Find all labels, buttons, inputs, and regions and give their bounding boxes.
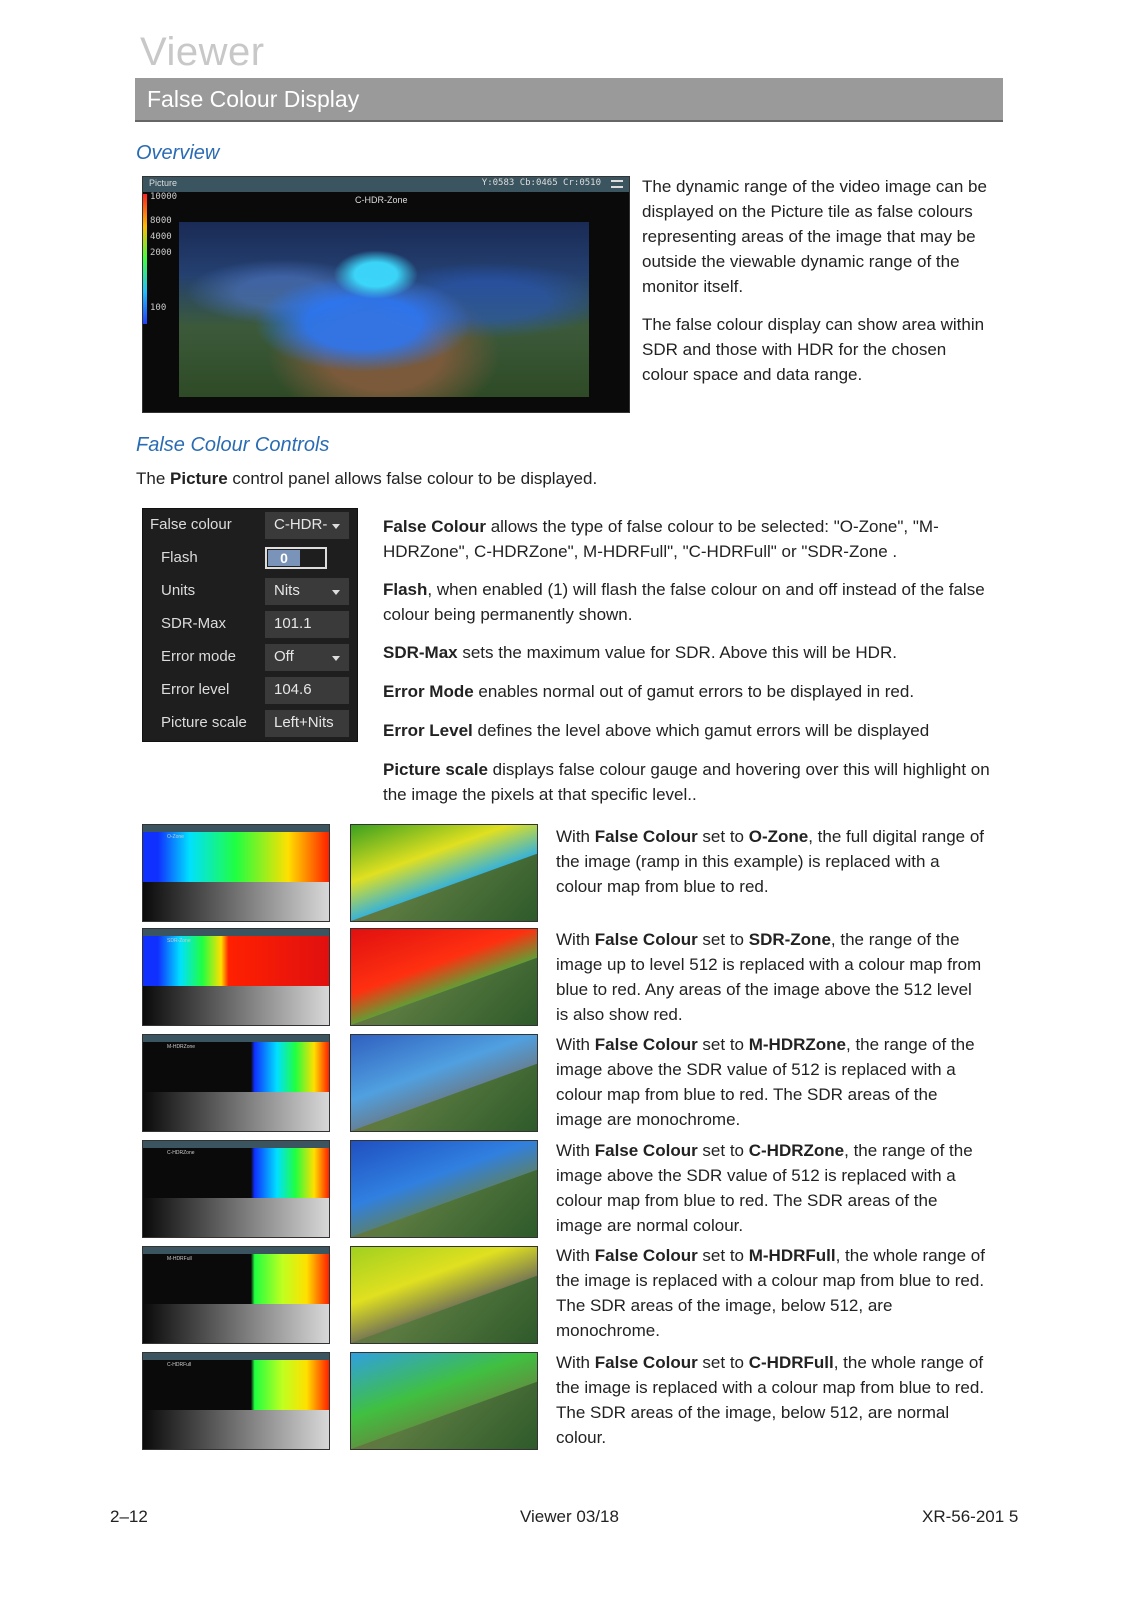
ramp-greyscale xyxy=(143,986,329,1026)
chapter-title: Viewer xyxy=(140,30,265,74)
mode-description: With False Colour set to O-Zone, the full digital range of the image (ramp in this example) is replaced with a colour map from blue to red. xyxy=(556,827,985,896)
scene-thumbnail xyxy=(350,928,538,1026)
scene-thumbnail xyxy=(350,1352,538,1450)
mode-description: With False Colour set to C-HDRZone, the range of the image above the SDR value of 512 is replaced with a colour map from blue to red. The SDR areas of the image are normal colour. xyxy=(556,1141,973,1235)
mode-description: With False Colour set to M-HDRZone, the range of the image above the SDR value of 512 is replaced with a colour map from blue to red. The SDR areas of the image are monochrome. xyxy=(556,1035,975,1129)
desc-error-level: Error Level defines the level above which gamut errors will be displayed xyxy=(383,721,930,740)
row-error-mode: Error mode Off xyxy=(143,641,357,674)
gauge-tick: 100 xyxy=(150,303,167,313)
thumbnail-mode-label: M-HDRFull xyxy=(167,1256,192,1262)
thumbnail-mode-label: C-HDRFull xyxy=(167,1362,192,1368)
original-image-region xyxy=(351,825,537,921)
desc-flash: Flash, when enabled (1) will flash the false colour on and off instead of the false colour being permanently shown. xyxy=(383,580,985,624)
picture-control-panel xyxy=(142,508,358,742)
mode-description: With False Colour set to C-HDRFull, the whole range of the image is replaced with a colour map from blue to red. The SDR areas of the image, below 512, are normal colour. xyxy=(556,1353,985,1447)
overview-heading: Overview xyxy=(136,142,220,164)
mode-label: C-HDR-Zone xyxy=(355,195,408,205)
section-banner xyxy=(135,78,1003,122)
row-false-colour: False colour C-HDR- xyxy=(143,509,357,542)
tile-label: Picture xyxy=(149,178,178,188)
footer-page-number: 2–12 xyxy=(110,1507,148,1526)
thumbnail-mode-label: C-HDRZone xyxy=(167,1150,195,1156)
error-mode-select[interactable]: Off xyxy=(265,644,349,671)
desc-false-colour: False Colour allows the type of false colour to be selected: "O-Zone", "M-HDRZone", C-HDRZone", M-HDRFull", "C-HDRFull" or "SDR-Zone . xyxy=(383,517,939,561)
ramp-greyscale xyxy=(143,1410,329,1450)
gauge-tick: 10000 xyxy=(150,192,178,202)
desc-sdr-max: SDR-Max sets the maximum value for SDR. Above this will be HDR. xyxy=(383,643,897,662)
dropdown-arrow-icon xyxy=(332,656,340,661)
row-sdr-max: SDR-Max 101.1 xyxy=(143,608,357,641)
thumbnail-bar xyxy=(143,1035,329,1042)
row-units: Units Nits xyxy=(143,575,357,608)
units-select[interactable]: Nits xyxy=(265,578,349,605)
section-title: False Colour Display xyxy=(147,86,360,112)
hamburger-icon xyxy=(611,180,623,188)
ramp-thumbnail xyxy=(142,1140,330,1238)
overview-para-2: The false colour display can show area within SDR and those with HDR for the chosen colour space and data range. xyxy=(642,315,985,384)
gauge-tick: 4000 xyxy=(150,232,172,242)
false-colour-select[interactable]: C-HDR- xyxy=(265,512,349,539)
controls-heading: False Colour Controls xyxy=(136,434,330,456)
original-image-region xyxy=(351,1353,537,1449)
ramp-greyscale xyxy=(143,1304,329,1344)
picture-scale-select[interactable]: Left+Nits xyxy=(265,710,349,737)
dropdown-arrow-icon xyxy=(332,590,340,595)
row-flash: Flash 0 xyxy=(143,542,357,575)
thumbnail-bar xyxy=(143,825,329,832)
thumbnail-mode-label: M-HDRZone xyxy=(167,1044,196,1050)
false-colour-gauge xyxy=(143,194,147,324)
footer-document: Viewer 03/18 xyxy=(520,1507,619,1526)
overview-para-1: The dynamic range of the video image can be displayed on the Picture tile as false colours representing areas of the image that may be outside the viewable dynamic range of the monitor itself. xyxy=(642,177,987,296)
false-colour-image xyxy=(179,222,589,397)
ramp-thumbnail xyxy=(142,1246,330,1344)
gauge-tick: 8000 xyxy=(150,216,172,226)
thumbnail-mode-label: SDR-Zone xyxy=(167,938,191,944)
scene-thumbnail xyxy=(350,824,538,922)
error-level-input[interactable]: 104.6 xyxy=(265,677,349,704)
original-image-region xyxy=(351,1247,537,1343)
thumbnail-bar xyxy=(143,1247,329,1254)
row-picture-scale: Picture scale Left+Nits xyxy=(143,707,357,740)
overview-screenshot xyxy=(142,176,630,413)
ramp-thumbnail xyxy=(142,824,330,922)
footer-code: XR-56-201 5 xyxy=(922,1507,1019,1526)
picture-tile-bar xyxy=(143,177,629,192)
desc-picture-scale: Picture scale displays false colour gauge and hovering over this will highlight on the image the pixels at that specific level.. xyxy=(383,760,990,804)
desc-error-mode: Error Mode enables normal out of gamut errors to be displayed in red. xyxy=(383,682,915,701)
ramp-thumbnail xyxy=(142,928,330,1026)
ramp-greyscale xyxy=(143,1092,329,1132)
pixel-readout: Y:0583 Cb:0465 Cr:0510 xyxy=(481,178,601,188)
scene-thumbnail xyxy=(350,1246,538,1344)
row-error-level: Error level 104.6 xyxy=(143,674,357,707)
flash-toggle[interactable]: 0 xyxy=(265,547,327,569)
mode-description: With False Colour set to SDR-Zone, the range of the image up to level 512 is replaced with a colour map from blue to red. Any areas of the image above the 512 level is also show red. xyxy=(556,930,982,1024)
sdr-max-input[interactable]: 101.1 xyxy=(265,611,349,638)
thumbnail-bar xyxy=(143,1353,329,1360)
mode-description: With False Colour set to M-HDRFull, the whole range of the image is replaced with a colour map from blue to red. The SDR areas of the image, below 512, are monochrome. xyxy=(556,1246,985,1340)
dropdown-arrow-icon xyxy=(332,524,340,529)
ramp-greyscale xyxy=(143,882,329,922)
ramp-greyscale xyxy=(143,1198,329,1238)
thumbnail-mode-label: O-Zone xyxy=(167,834,184,840)
controls-intro: The Picture control panel allows false colour to be displayed. xyxy=(136,469,598,488)
ramp-thumbnail xyxy=(142,1352,330,1450)
thumbnail-bar xyxy=(143,1141,329,1148)
gauge-tick: 2000 xyxy=(150,248,172,258)
original-image-region xyxy=(351,929,537,1025)
thumbnail-bar xyxy=(143,929,329,936)
scene-thumbnail xyxy=(350,1140,538,1238)
original-image-region xyxy=(351,1035,537,1131)
ramp-thumbnail xyxy=(142,1034,330,1132)
original-image-region xyxy=(351,1141,537,1237)
scene-thumbnail xyxy=(350,1034,538,1132)
